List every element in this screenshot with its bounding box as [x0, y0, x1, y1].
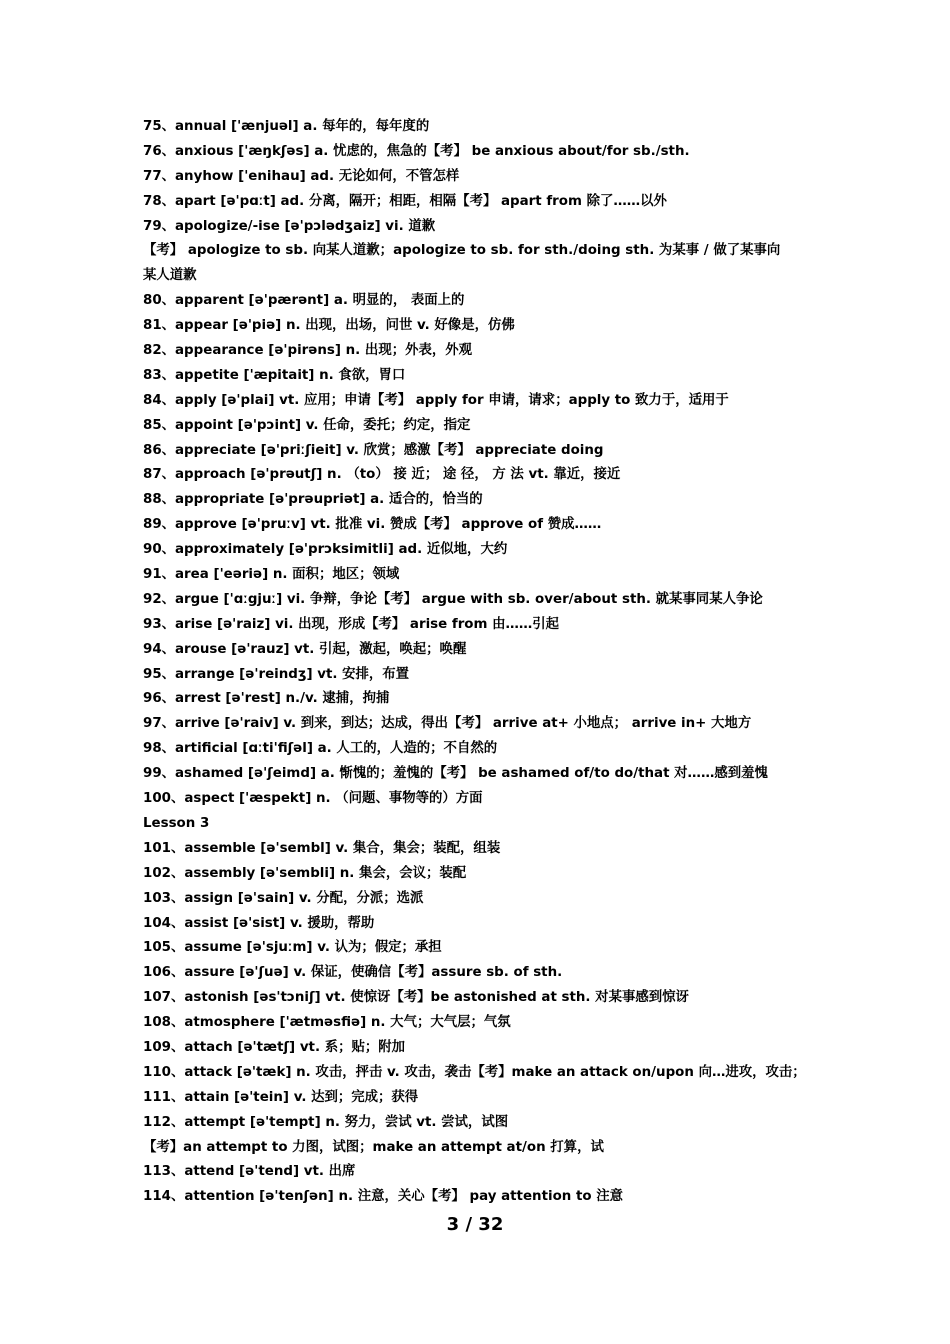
vocab-line: 98、artificial [ɑːti'fiʃəl] a. 人工的，人造的；不自然的: [143, 741, 498, 757]
vocab-line: 80、apparent [ə'pærənt] a. 明显的， 表面上的: [143, 293, 465, 309]
vocab-line: 【考】an attempt to 力图，试图；make an attempt at/on 打算，试: [143, 1139, 604, 1155]
vocab-line: 113、attend [ə'tend] vt. 出席: [143, 1164, 356, 1180]
vocab-line: 111、attain [ə'tein] v. 达到；完成；获得: [143, 1089, 419, 1105]
vocab-line: 104、assist [ə'sist] v. 援助，帮助: [143, 915, 375, 931]
vocab-line: 87、approach [ə'prəutʃ] n. （to） 接 近； 途 径， 方 法 vt. 靠近，接近: [143, 467, 621, 483]
vocab-line: 某人道歉: [143, 268, 197, 284]
vocab-line: 81、appear [ə'piə] n. 出现，出场，问世 v. 好像是，仿佛: [143, 318, 515, 334]
vocab-line: 106、assure [ə'ʃuə] v. 保证，使确信【考】assure sb. of sth.: [143, 965, 563, 981]
vocab-line: 97、arrive [ə'raiv] v. 到来，到达；达成，得出【考】 arrive at+ 小地点； arrive in+ 大地方: [143, 716, 752, 732]
vocab-line: 108、atmosphere ['ætməsfiə] n. 大气；大气层；气氛: [143, 1015, 511, 1031]
vocab-line: 94、arouse [ə'rauz] vt. 引起，激起，唤起；唤醒: [143, 641, 467, 657]
vocab-line: 84、apply [ə'plai] vt. 应用；申请【考】 apply for 申请，请求；apply to 致力于，适用于: [143, 392, 729, 408]
vocab-line: 93、arise [ə'raiz] vi. 出现，形成【考】 arise from 由……引起: [143, 616, 560, 632]
vocab-line: 101、assemble [ə'sembl] v. 集合，集会；装配，组装: [143, 840, 501, 856]
vocab-line: 89、approve [ə'pruːv] vt. 批准 vi. 赞成【考】 approve of 赞成……: [143, 517, 602, 533]
vocab-line: 112、attempt [ə'tempt] n. 努力，尝试 vt. 尝试，试图: [143, 1114, 509, 1130]
vocab-line: 100、aspect ['æspekt] n. （问题、事物等的）方面: [143, 791, 483, 807]
vocab-line: 85、appoint [ə'pɔint] v. 任命，委托；约定，指定: [143, 417, 471, 433]
vocab-line: 99、ashamed [ə'ʃeimd] a. 惭愧的；羞愧的【考】 be ashamed of/to do/that 对……感到羞愧: [143, 766, 768, 782]
vocab-line: 79、apologize/-ise [ə'pɔlədʒaiz] vi. 道歉: [143, 218, 436, 234]
vocab-line: 78、apart [ə'pɑːt] ad. 分离，隔开；相距，相隔【考】 apart from 除了……以外: [143, 193, 667, 209]
vocab-line: 90、approximately [ə'prɔksimitli] ad. 近似地，大约: [143, 542, 508, 558]
vocab-line: 103、assign [ə'sain] v. 分配，分派；选派: [143, 890, 424, 906]
vocab-line: 109、attach [ə'tætʃ] vt. 系；贴；附加: [143, 1039, 406, 1055]
vocabulary-list: [143, 115, 843, 1210]
vocab-line: 77、anyhow ['enihau] ad. 无论如何，不管怎样: [143, 168, 460, 184]
page-number: 3 / 32: [446, 1214, 504, 1235]
vocab-line: 88、appropriate [ə'prəupriət] a. 适合的，恰当的: [143, 492, 483, 508]
vocab-line: 91、area ['eəriə] n. 面积；地区；领域: [143, 567, 400, 583]
vocab-line: Lesson 3: [143, 815, 210, 831]
vocab-line: 82、appearance [ə'pirəns] n. 出现；外表，外观: [143, 343, 473, 359]
vocab-line: 105、assume [ə'sjuːm] v. 认为；假定；承担: [143, 940, 442, 956]
vocab-line: 83、appetite ['æpitait] n. 食欲，胃口: [143, 367, 406, 383]
vocab-line: 75、annual ['ænjuəl] a. 每年的，每年度的: [143, 119, 430, 134]
vocab-line: 【考】 apologize to sb. 向某人道歉；apologize to sb. for sth./doing sth. 为某事 / 做了某事向: [143, 243, 781, 259]
vocab-line: 114、attention [ə'tenʃən] n. 注意，关心【考】 pay attention to 注意: [143, 1189, 624, 1205]
vocab-line: 96、arrest [ə'rest] n./v. 逮捕，拘捕: [143, 691, 390, 707]
vocab-line: 102、assembly [ə'sembli] n. 集会，会议；装配: [143, 865, 467, 881]
vocab-line: 107、astonish [əs'tɔniʃ] vt. 使惊讶【考】be astonished at sth. 对某事感到惊讶: [143, 990, 689, 1006]
vocab-line: 92、argue ['ɑːgjuː] vi. 争辩，争论【考】 argue with sb. over/about sth. 就某事同某人争论: [143, 591, 763, 607]
vocab-line: 110、attack [ə'tæk] n. 攻击，抨击 v. 攻击，袭击【考】make an attack on/upon 向…进攻，攻击；: [143, 1064, 806, 1080]
vocab-line: 76、anxious ['æŋkʃəs] a. 忧虑的，焦急的【考】 be anxious about/for sb./sth.: [143, 143, 690, 159]
vocab-line: 86、appreciate [ə'priːʃieit] v. 欣赏；感激【考】 appreciate doing: [143, 442, 604, 458]
vocab-line: 95、arrange [ə'reindʒ] vt. 安排，布置: [143, 666, 410, 682]
